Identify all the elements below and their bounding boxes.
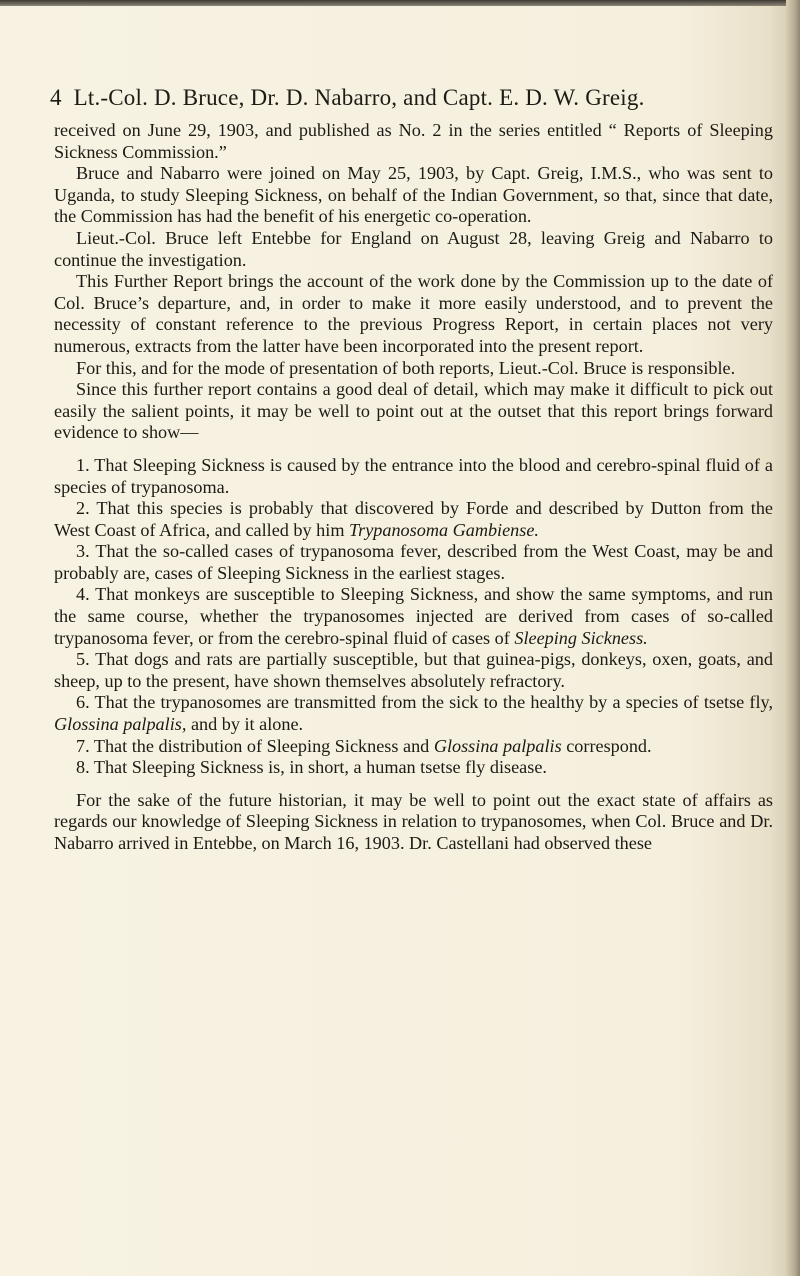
- running-header: [50, 85, 770, 111]
- paragraph: Lieut.-Col. Bruce left Entebbe for England on August 28, leaving Greig and Nabarro to continue the investigation.: [54, 227, 773, 270]
- running-title: Lt.-Col. D. Bruce, Dr. D. Nabarro, and Capt. E. D. W. Greig.: [73, 85, 645, 110]
- closing-paragraph: For the sake of the future historian, it may be well to point out the exact state of affairs as regards our knowledge of Sleeping Sickness in relation to trypanosomes, when Col. Bruce and Dr. Nabarro arrived in Entebbe, on March 16, 1903. Dr. Castellani had observed these: [54, 789, 773, 853]
- list-item: 2. That this species is probably that discovered by Forde and described by Dutton from the West Coast of Africa, and called by him Trypanosoma Gambiense.: [54, 498, 773, 540]
- page-top-edge: [0, 0, 800, 6]
- page-number: 4: [50, 85, 62, 110]
- paragraph: This Further Report brings the account of the work done by the Commission up to the date of Col. Bruce’s departure, and, in order to make it more easily understood, and to prevent the necessity of constant reference to the previous Progress Report, in certain places not very numerous, extracts from the latter have been incorporated into the present report.: [54, 271, 773, 356]
- list-item: 8. That Sleeping Sickness is, in short, a human tsetse fly disease.: [76, 757, 547, 778]
- list-item: 5. That dogs and rats are partially susceptible, but that guinea-pigs, donkeys, oxen, goats, and sheep, up to the present, have shown themselves absolutely refractory.: [54, 649, 773, 691]
- page-right-edge: [786, 0, 800, 1276]
- paragraph: received on June 29, 1903, and published as No. 2 in the series entitled “ Reports of Sleeping Sickness Commission.”: [54, 120, 773, 162]
- list-item: 3. That the so-called cases of trypanosoma fever, described from the West Coast, may be and probably are, cases of Sleeping Sickness in the earliest stages.: [54, 541, 773, 583]
- paragraph: For this, and for the mode of presentation of both reports, Lieut.-Col. Bruce is responsible.: [76, 357, 736, 378]
- list-item: 4. That monkeys are susceptible to Sleeping Sickness, and show the same symptoms, and run the same course, whether the trypanosomes injected are derived from cases of so-called trypanosoma fever, or from the cerebro-spinal fluid of cases of Sleeping Sickness.: [54, 584, 773, 648]
- list-item: 6. That the trypanosomes are transmitted from the sick to the healthy by a species of tsetse fly, Glossina palpalis, and by it alone.: [54, 692, 773, 735]
- list-item: 1. That Sleeping Sickness is caused by the entrance into the blood and cerebro-spinal fluid of a species of trypanosoma.: [54, 454, 773, 497]
- list-item: 7. That the distribution of Sleeping Sickness and Glossina palpalis correspond.: [76, 735, 652, 756]
- paragraph: Since this further report contains a good deal of detail, which may make it difficult to pick out easily the salient points, it may be well to point out at the outset that this report brings forward evidence to show—: [54, 379, 773, 443]
- paragraph: Bruce and Nabarro were joined on May 25, 1903, by Capt. Greig, I.M.S., who was sent to Uganda, to study Sleeping Sickness, on behalf of the Indian Government, so that, since that date, the Commission has had the benefit of his energetic co-operation.: [54, 163, 773, 227]
- findings-list: [54, 455, 773, 779]
- document-body: [54, 120, 773, 855]
